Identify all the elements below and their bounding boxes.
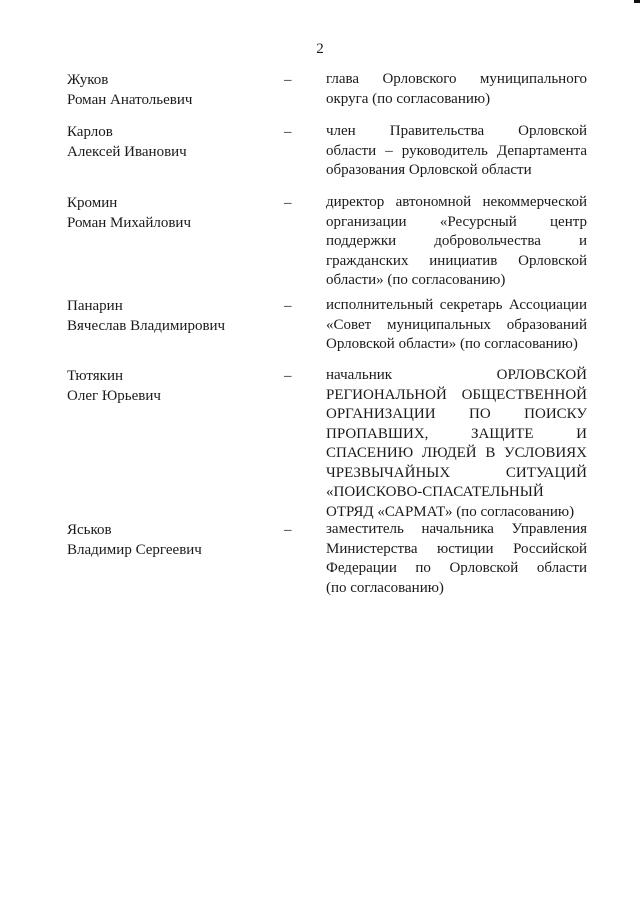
position-line: ОТРЯД «САРМАТ» (по согласованию) (326, 503, 575, 520)
position-line: исполнительный секретарь Ассоциации (326, 297, 587, 313)
member-surname: Кромин (67, 195, 118, 211)
page-number: 2 (316, 41, 324, 57)
position-line: ОРГАНИЗАЦИИ ПО ПОИСКУ (326, 406, 587, 422)
member-name (67, 520, 282, 560)
position-line: «ПОИСКОВО-СПАСАТЕЛЬНЫЙ (326, 484, 544, 500)
position-line: «Совет муниципальных образований (326, 316, 587, 333)
position-line: округа (по согласованию) (326, 90, 491, 107)
member-position (326, 193, 587, 291)
member-given-names: Олег Юрьевич (67, 388, 161, 404)
position-line: области» (по согласованию) (326, 272, 506, 288)
member-name (67, 366, 282, 406)
position-line: начальник ОРЛОВСКОЙ (326, 367, 587, 383)
member-surname: Панарин (67, 298, 123, 314)
separator-dash: – (284, 72, 292, 88)
member-position (326, 122, 587, 181)
separator-dash: – (284, 368, 292, 384)
scan-corner-mark (634, 0, 640, 3)
member-given-names: Вячеслав Владимирович (67, 318, 226, 334)
position-line: РЕГИОНАЛЬНОЙ ОБЩЕСТВЕННОЙ (326, 386, 587, 403)
member-position (326, 366, 587, 522)
member-given-names: Роман Михайлович (67, 215, 191, 231)
member-name (67, 296, 282, 336)
member-name (67, 122, 282, 162)
member-position (326, 520, 587, 598)
position-line: директор автономной некоммерческой (326, 194, 587, 210)
position-line: гражданских инициатив Орловской (326, 252, 587, 269)
position-line: ЧРЕЗВЫЧАЙНЫХ СИТУАЦИЙ (326, 464, 587, 481)
position-line: заместитель начальника Управления (326, 521, 587, 537)
member-position (326, 296, 587, 355)
member-name (67, 70, 282, 110)
member-given-names: Алексей Иванович (67, 144, 187, 160)
position-line: Орловской области» (по согласованию) (326, 336, 578, 352)
position-line: Федерации по Орловской области (326, 560, 587, 576)
position-line: глава Орловского муниципального (326, 71, 587, 87)
member-surname: Тютякин (67, 368, 124, 384)
member-position (326, 70, 587, 109)
member-given-names: Роман Анатольевич (67, 92, 193, 108)
position-line: Министерства юстиции Российской (326, 540, 587, 557)
position-line: образования Орловской области (326, 162, 532, 178)
member-surname: Карлов (67, 124, 113, 140)
position-line: организации «Ресурсный центр (326, 213, 587, 230)
member-surname: Яськов (67, 522, 112, 538)
member-given-names: Владимир Сергеевич (67, 542, 202, 558)
position-line: ПРОПАВШИХ, ЗАЩИТЕ И (326, 425, 587, 442)
separator-dash: – (284, 124, 292, 140)
member-name (67, 193, 282, 233)
position-line: (по согласованию) (326, 579, 444, 596)
separator-dash: – (284, 522, 292, 538)
separator-dash: – (284, 195, 292, 211)
position-line: поддержки добровольчества и (326, 233, 587, 249)
position-line: СПАСЕНИЮ ЛЮДЕЙ В УСЛОВИЯХ (326, 445, 587, 461)
separator-dash: – (284, 298, 292, 314)
member-surname: Жуков (67, 72, 109, 88)
position-line: области – руководитель Департамента (326, 142, 587, 159)
position-line: член Правительства Орловской (326, 123, 587, 139)
